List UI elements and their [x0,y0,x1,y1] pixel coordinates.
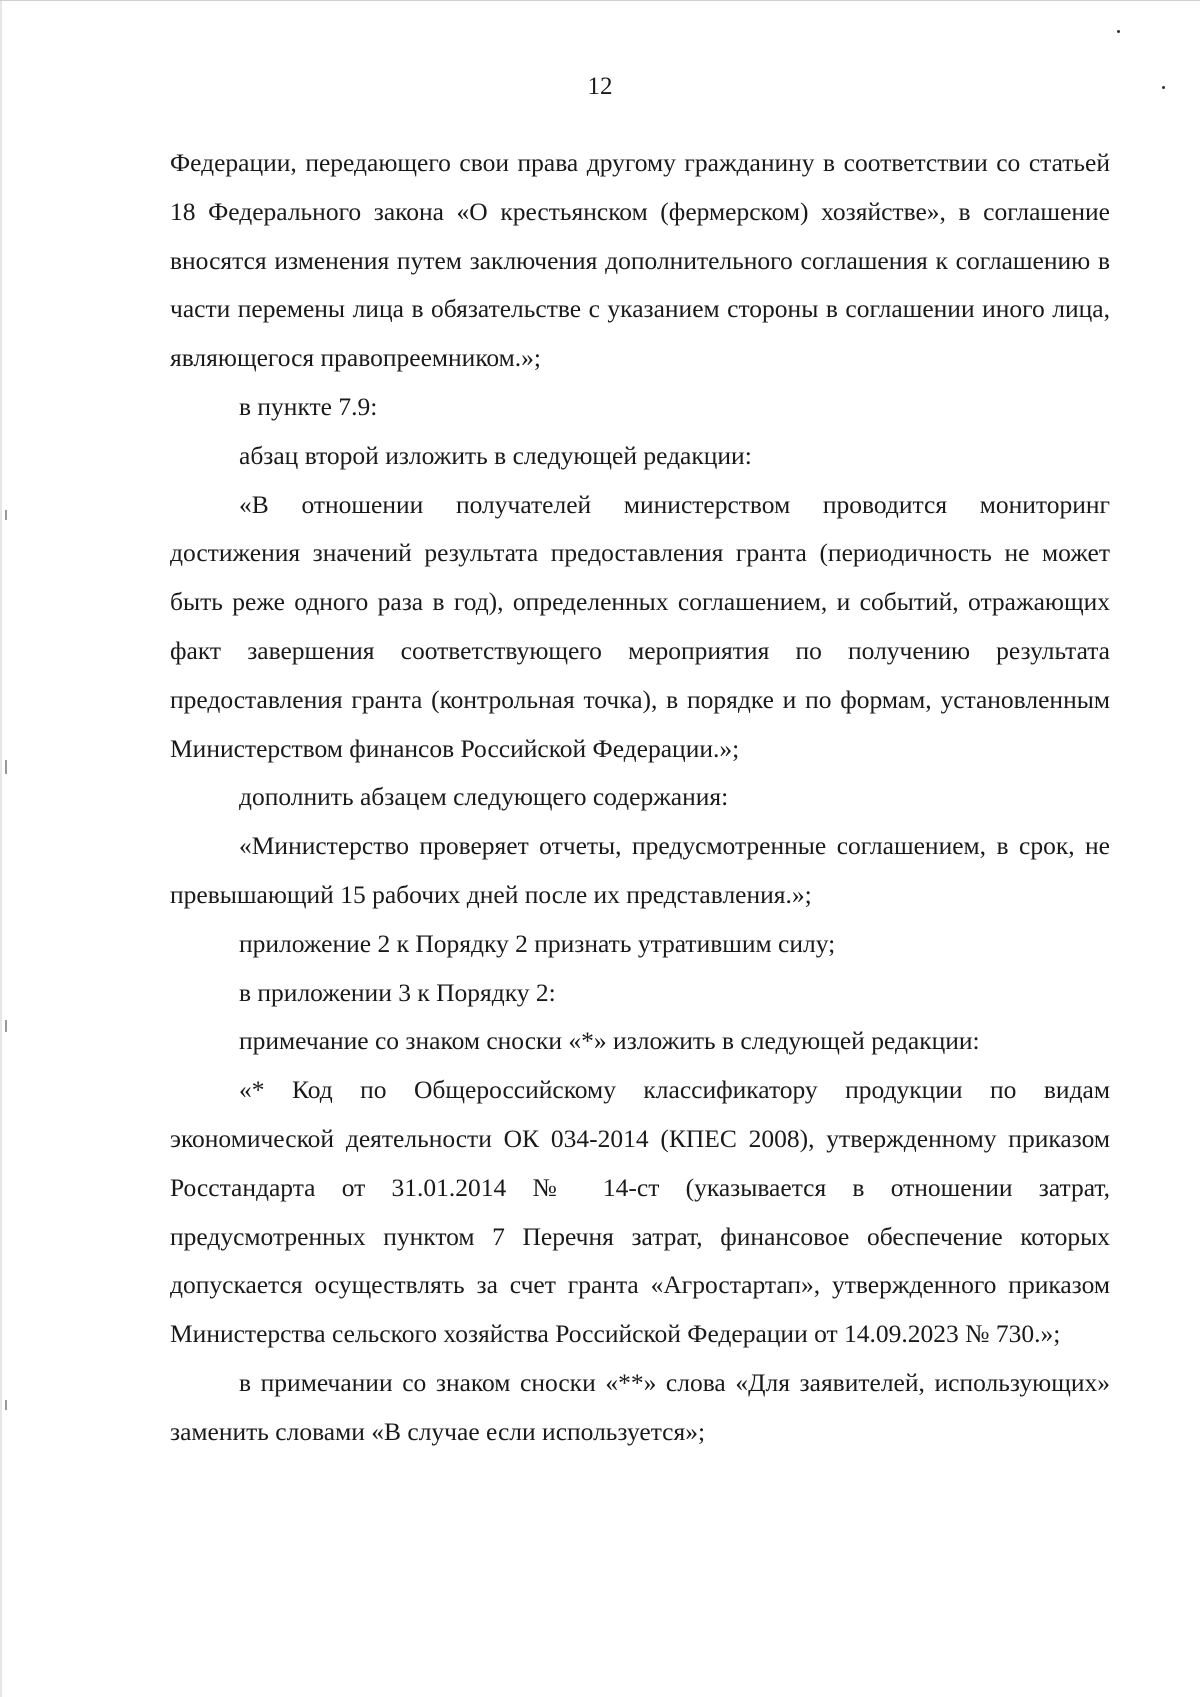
document-body [170,139,1110,1457]
scan-dot [5,760,7,774]
paragraph-11: в примечании со знаком сноски «**» слова «Для заявителей, использующих» заменить словами «В случае если используется»; [170,1367,1110,1446]
paragraph-2: в пункте 7.9: [239,391,378,421]
paragraph-8: в приложении 3 к Порядку 2: [239,977,556,1007]
scan-top-line [0,0,1200,1]
scan-dot [5,1400,7,1410]
scan-dot [5,1020,7,1032]
scan-dot [1162,86,1165,89]
paragraph-6: «Министерство проверяет отчеты, предусмотренные соглашением, в срок, не превышающий 15 рабочих дней после их представления.»; [170,831,1110,909]
paragraph-7: приложение 2 к Порядку 2 признать утратившим силу; [239,928,836,958]
paragraph-3: абзац второй изложить в следующей редакции: [239,440,752,470]
page-number: 12 [587,73,613,100]
paragraph-4: «В отношении получателей министерством проводится мониторинг достижения значений результата предоставления гранта (периодичность не может быть реже одного раза в год), определенных соглашением, и событий, отражающих факт завершения соответствующего мероприятия по получению результата предоставления гранта (контрольная точка), в порядке и по формам, установленным Министерством финансов Российской Федерации.»; [170,489,1110,763]
scan-dot [1117,30,1120,33]
scan-edge-mark [0,0,2,1697]
paragraph-1: Федерации, передающего свои права другому гражданину в соответствии со статьей 18 Федерального закона «О крестьянском (фермерском) хозяйстве», в соглашение вносятся изменения путем заключения дополнительного соглашения к соглашению в части перемены лица в обязательстве с указанием стороны в соглашении иного лица, являющегося правопреемником.»; [170,148,1110,373]
scan-dot [5,510,7,520]
paragraph-5: дополнить абзацем следующего содержания: [239,782,729,812]
paragraph-10: «* Код по Общероссийскому классификатору продукции по видам экономической деятельности ОК 034-2014 (КПЕС 2008), утвержденному приказом Росстандарта от 31.01.2014 № 14-ст (указывается в отношении затрат, предусмотренных пунктом 7 Перечня затрат, финансовое обеспечение которых допускается осуществлять за счет гранта «Агростартап», утвержденного приказом Министерства сельского хозяйства Российской Федерации от 14.09.2023 № 730.»; [170,1075,1110,1349]
paragraph-9: примечание со знаком сноски «*» изложить в следующей редакции: [239,1026,980,1056]
